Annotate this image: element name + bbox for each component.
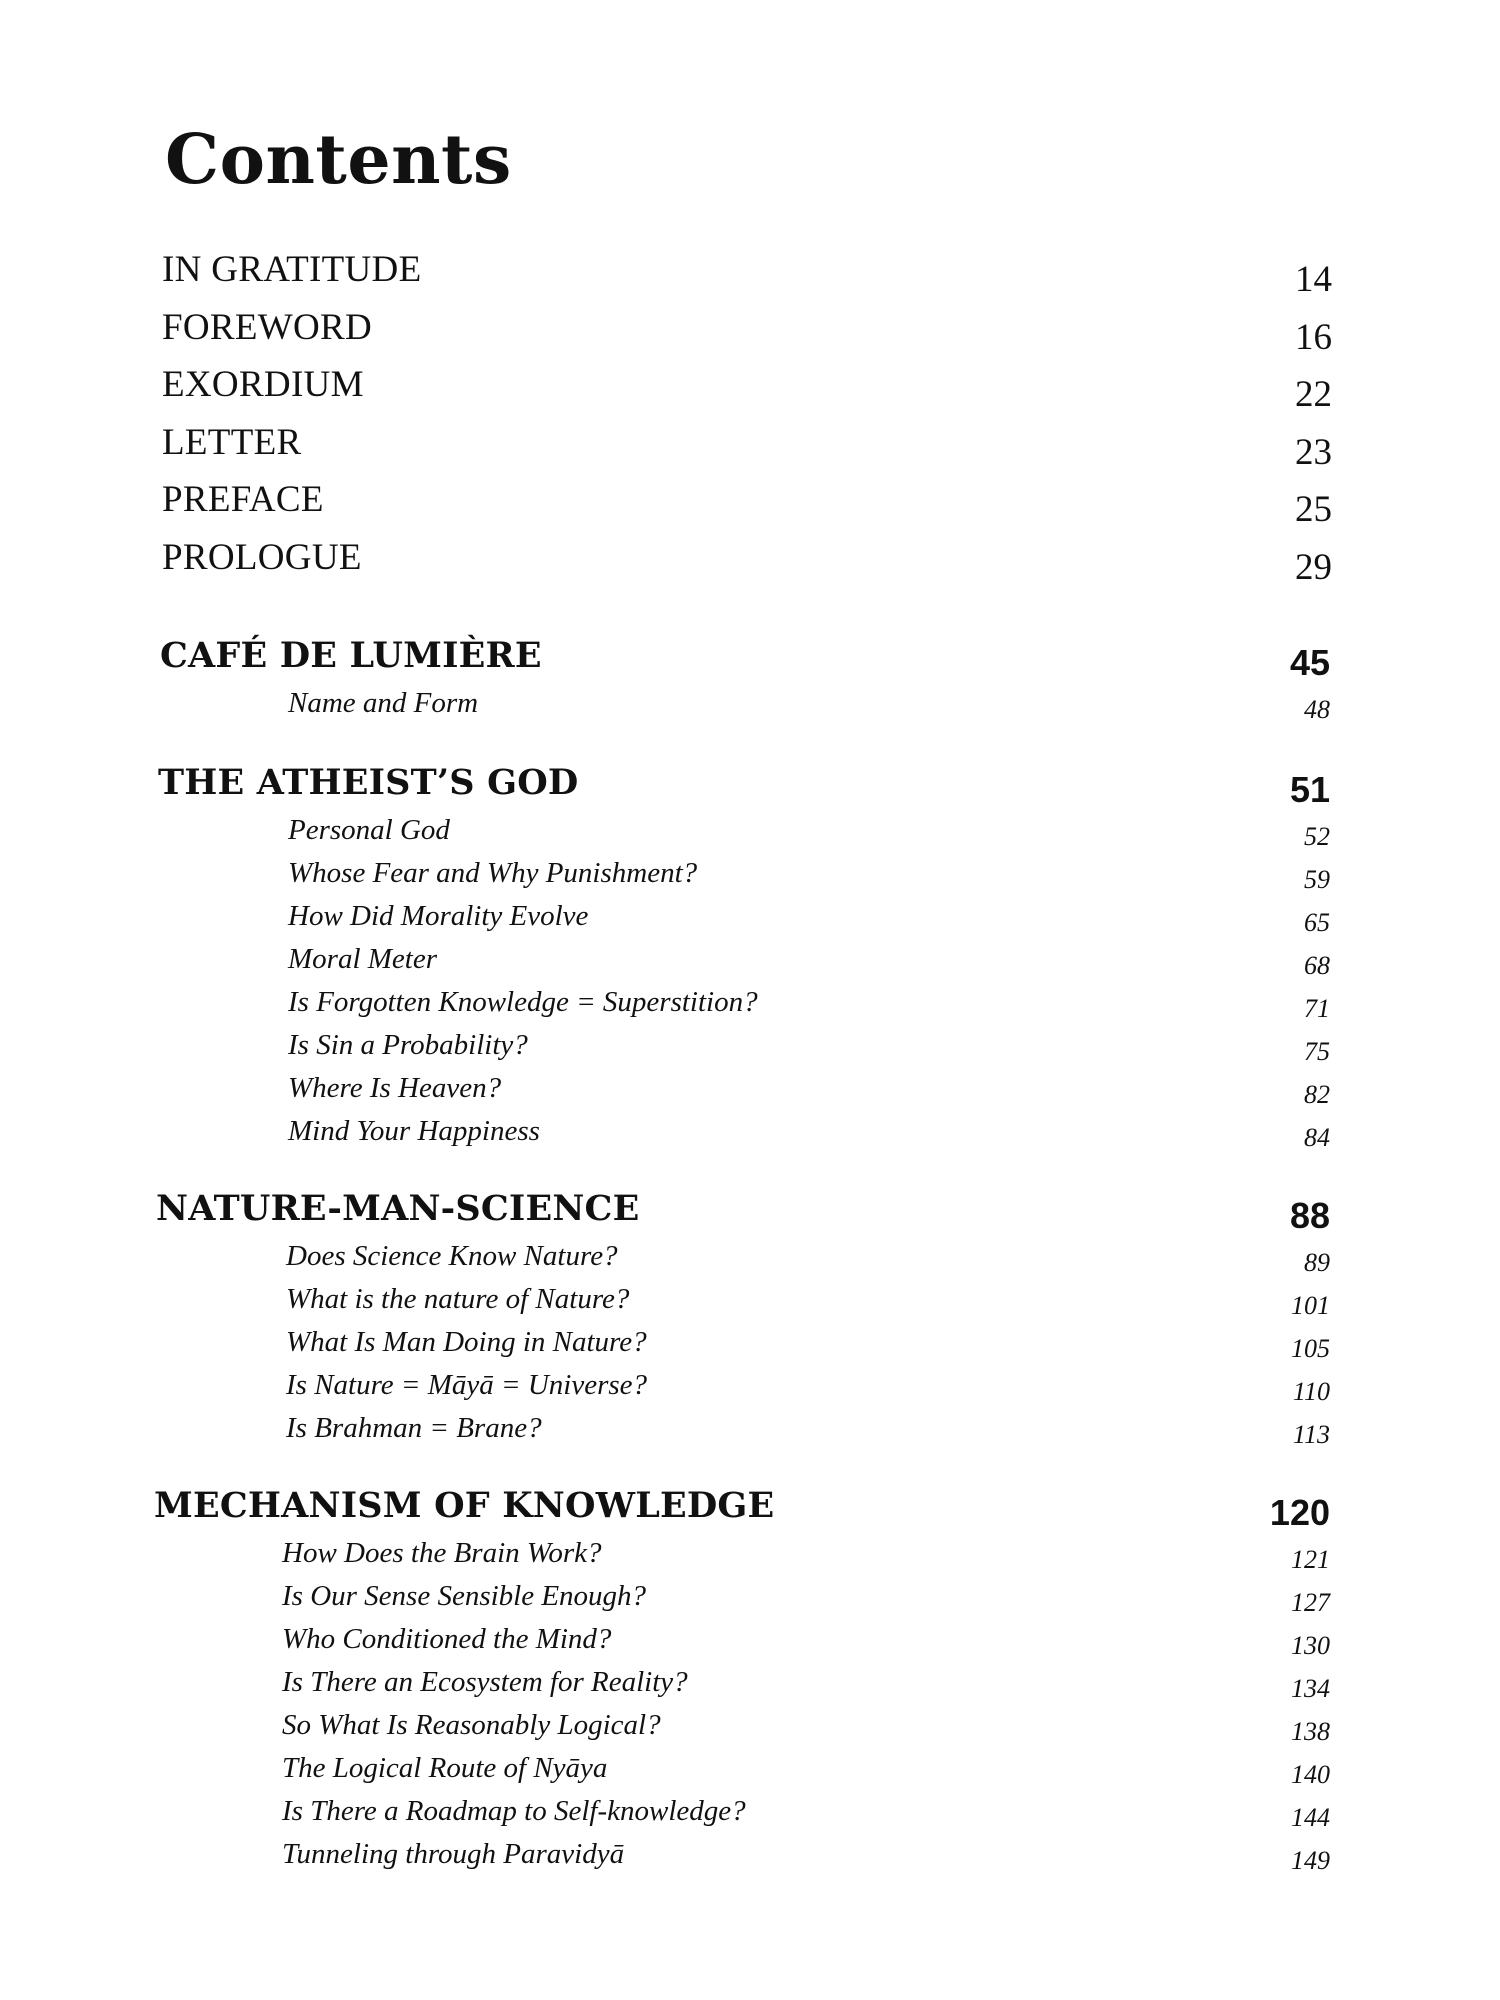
toc-section-the-atheists-god (0, 754, 1500, 1158)
toc-entry-label: PREFACE (162, 479, 324, 520)
toc-entry-page: 16 (1295, 316, 1332, 358)
section-heading-label: NATURE-MAN-SCIENCE (156, 1188, 640, 1229)
subentry-label: Is Brahman = Brane? (286, 1412, 542, 1444)
subentry-label: What Is Man Doing in Nature? (286, 1326, 647, 1358)
subentry-label: How Does the Brain Work? (282, 1537, 602, 1569)
page-title: Contents (165, 120, 512, 200)
toc-subentry[interactable] (0, 1115, 1500, 1158)
toc-subentry[interactable] (0, 943, 1500, 986)
toc-section-mechanism-of-knowledge (0, 1477, 1500, 1881)
subentry-page: 140 (1291, 1760, 1330, 1789)
subentry-label: Personal God (288, 814, 450, 846)
toc-subentry[interactable] (0, 1752, 1500, 1795)
subentry-page: 144 (1291, 1803, 1330, 1832)
subentry-label: How Did Morality Evolve (288, 900, 589, 932)
toc-subentry[interactable] (0, 1283, 1500, 1326)
subentry-label: Is There a Roadmap to Self-knowledge? (282, 1795, 746, 1827)
toc-section-cafe-de-lumiere (0, 627, 1500, 730)
toc-subentry[interactable] (0, 857, 1500, 900)
subentry-label: Name and Form (288, 687, 479, 719)
subentry-page: 59 (1304, 865, 1330, 894)
toc-subentry[interactable] (0, 1666, 1500, 1709)
subentry-label: Where Is Heaven? (288, 1072, 502, 1104)
subentry-page: 134 (1291, 1674, 1330, 1703)
section-heading-page: 120 (1269, 1492, 1330, 1533)
toc-entry-page: 14 (1295, 259, 1332, 300)
section-heading-label: CAFÉ DE LUMIÈRE (160, 635, 542, 676)
subentry-label: Is Forgotten Knowledge = Superstition? (288, 986, 758, 1018)
toc-entry-label: IN GRATITUDE (162, 249, 422, 290)
subentry-label: Is Sin a Probability? (288, 1029, 528, 1061)
toc-entry-prologue[interactable] (0, 536, 1500, 594)
toc-subentry[interactable] (0, 687, 1500, 730)
toc-entry-letter[interactable] (0, 421, 1500, 479)
subentry-label: Tunneling through Paravidyā (282, 1838, 625, 1870)
subentry-label: The Logical Route of Nyāya (282, 1752, 608, 1784)
toc-subentry[interactable] (0, 1072, 1500, 1115)
subentry-page: 71 (1304, 994, 1330, 1023)
section-heading[interactable] (0, 1477, 1500, 1537)
toc-entry-preface[interactable] (0, 478, 1500, 536)
subentry-label: Is Nature = Māyā = Universe? (286, 1369, 648, 1401)
subentry-page: 89 (1304, 1248, 1330, 1277)
front-matter-list (0, 248, 1500, 593)
toc-subentry[interactable] (0, 1838, 1500, 1881)
toc-entry-page: 25 (1295, 489, 1332, 530)
section-heading[interactable] (0, 627, 1500, 687)
subentry-page: 65 (1304, 908, 1330, 937)
subentry-page: 68 (1304, 951, 1330, 980)
subentry-page: 48 (1304, 695, 1330, 724)
toc-subentry[interactable] (0, 1412, 1500, 1455)
toc-subentry[interactable] (0, 1623, 1500, 1666)
section-heading-label: THE ATHEIST’S GOD (158, 762, 579, 803)
subentry-page: 138 (1291, 1717, 1330, 1746)
subentry-label: Moral Meter (288, 943, 437, 975)
subentry-page: 75 (1304, 1037, 1330, 1066)
subentry-label: What is the nature of Nature? (286, 1283, 630, 1315)
toc-entry-exordium[interactable] (0, 363, 1500, 421)
toc-entry-page: 23 (1295, 431, 1332, 473)
subentry-label: Is There an Ecosystem for Reality? (282, 1666, 688, 1698)
section-heading-label: MECHANISM OF KNOWLEDGE (154, 1485, 775, 1526)
toc-entry-label: FOREWORD (162, 306, 373, 348)
subentry-page: 149 (1291, 1846, 1330, 1875)
toc-subentry[interactable] (0, 1537, 1500, 1580)
toc-subentry[interactable] (0, 1795, 1500, 1838)
toc-subentry[interactable] (0, 1029, 1500, 1072)
section-heading[interactable] (0, 754, 1500, 814)
subentry-label: Whose Fear and Why Punishment? (288, 857, 698, 889)
section-heading-page: 88 (1289, 1195, 1330, 1236)
toc-subentry[interactable] (0, 900, 1500, 943)
toc-entry-label: EXORDIUM (162, 364, 364, 405)
subentry-label: Who Conditioned the Mind? (282, 1623, 612, 1655)
table-of-contents (0, 248, 1500, 1881)
subentry-label: Does Science Know Nature? (286, 1240, 618, 1272)
toc-entry-foreword[interactable] (0, 306, 1500, 364)
toc-entry-label: LETTER (162, 421, 302, 463)
section-heading[interactable] (0, 1180, 1500, 1240)
toc-entry-page: 22 (1295, 374, 1332, 415)
subentry-page: 82 (1304, 1080, 1330, 1109)
subentry-page: 113 (1292, 1420, 1330, 1449)
toc-entry-page: 29 (1295, 546, 1332, 588)
subentry-page: 84 (1304, 1123, 1330, 1152)
subentry-page: 101 (1291, 1291, 1330, 1320)
toc-subentry[interactable] (0, 1240, 1500, 1283)
toc-subentry[interactable] (0, 1709, 1500, 1752)
toc-subentry[interactable] (0, 814, 1500, 857)
section-heading-page: 51 (1289, 769, 1330, 810)
subentry-page: 127 (1291, 1588, 1330, 1617)
toc-subentry[interactable] (0, 1580, 1500, 1623)
subentry-label: Mind Your Happiness (288, 1115, 540, 1147)
toc-section-nature-man-science (0, 1180, 1500, 1455)
subentry-page: 110 (1292, 1377, 1330, 1406)
section-heading-page: 45 (1289, 642, 1330, 683)
toc-subentry[interactable] (0, 1369, 1500, 1412)
toc-subentry[interactable] (0, 986, 1500, 1029)
subentry-page: 121 (1291, 1545, 1330, 1574)
subentry-label: Is Our Sense Sensible Enough? (282, 1580, 647, 1612)
subentry-page: 130 (1291, 1631, 1330, 1660)
subentry-label: So What Is Reasonably Logical? (282, 1709, 661, 1741)
subentry-page: 52 (1304, 822, 1330, 851)
toc-entry-label: PROLOGUE (162, 536, 362, 578)
subentry-page: 105 (1291, 1334, 1330, 1363)
toc-subentry[interactable] (0, 1326, 1500, 1369)
toc-entry-in-gratitude[interactable] (0, 248, 1500, 306)
